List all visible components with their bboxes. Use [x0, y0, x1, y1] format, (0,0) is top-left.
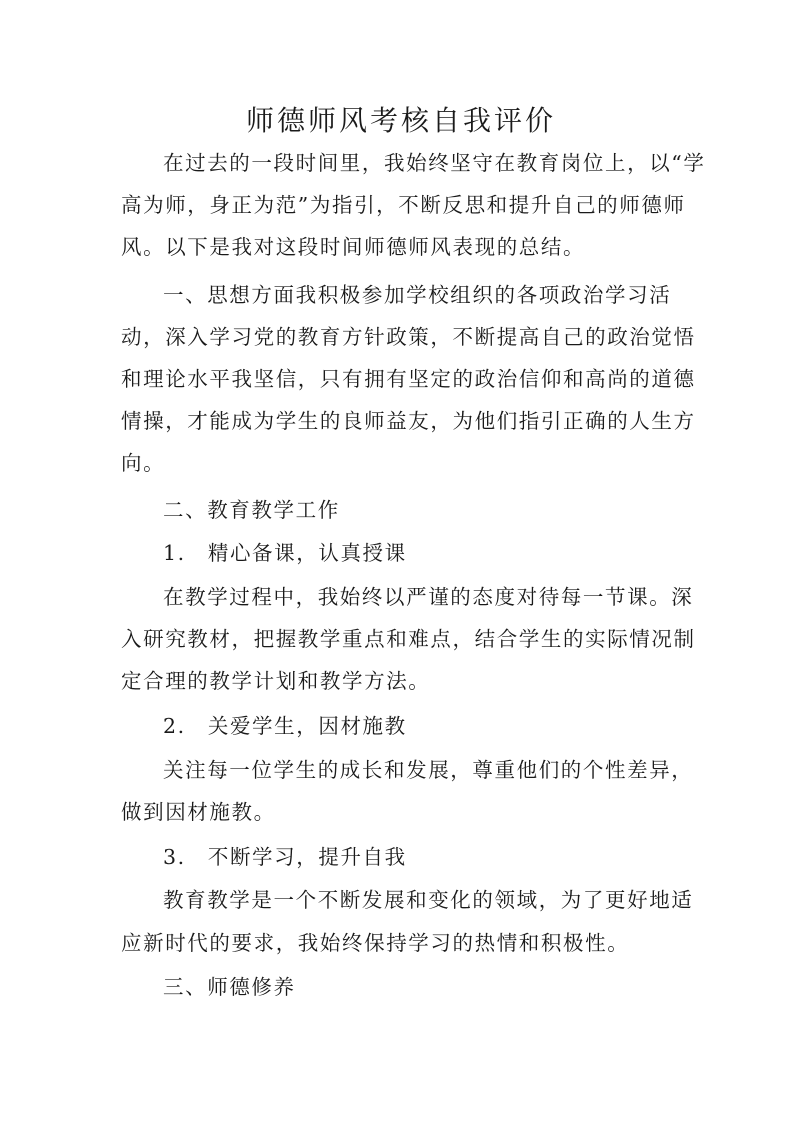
paragraph-line: 情操，才能成为学生的良师益友，为他们指引正确的人生方 [121, 409, 696, 433]
section-heading: 三、师德修养 [163, 975, 296, 999]
document-title: 师德师风考核自我评价 [245, 104, 556, 137]
paragraph-line: 应新时代的要求，我始终保持学习的热情和积极性。 [121, 931, 630, 955]
section-heading: 二、教育教学工作 [163, 498, 340, 522]
paragraph-line: 关注每一位学生的成长和发展，尊重他们的个性差异， [163, 758, 694, 782]
paragraph-line: 风。以下是我对这段时间师德师风表现的总结。 [121, 235, 586, 259]
paragraph-line: 高为师，身正为范”为指引，不断反思和提升自己的师德师 [121, 193, 686, 217]
paragraph-line: 和理论水平我坚信，只有拥有坚定的政治信仰和高尚的道德 [121, 367, 696, 391]
paragraph-line: 向。 [121, 451, 166, 475]
subheading: 3. 不断学习，提升自我 [163, 845, 407, 869]
paragraph-line: 在教学过程中，我始终以严谨的态度对待每一节课。深 [163, 585, 694, 609]
paragraph-line: 教育教学是一个不断发展和变化的领域，为了更好地适 [163, 888, 694, 912]
subheading: 1. 精心备课，认真授课 [163, 541, 407, 565]
section-heading-line: 一、思想方面我积极参加学校组织的各项政治学习活 [163, 283, 672, 307]
paragraph-line: 动，深入学习党的教育方针政策，不断提高自己的政治觉悟 [121, 325, 696, 349]
paragraph-line: 做到因材施教。 [121, 800, 276, 824]
subheading: 2. 关爱学生，因材施教 [163, 714, 407, 738]
paragraph-line: 在过去的一段时间里，我始终坚守在教育岗位上，以“学 [163, 151, 706, 175]
paragraph-line: 入研究教材，把握教学重点和难点，结合学生的实际情况制 [121, 627, 696, 651]
paragraph-line: 定合理的教学计划和教学方法。 [121, 669, 431, 693]
